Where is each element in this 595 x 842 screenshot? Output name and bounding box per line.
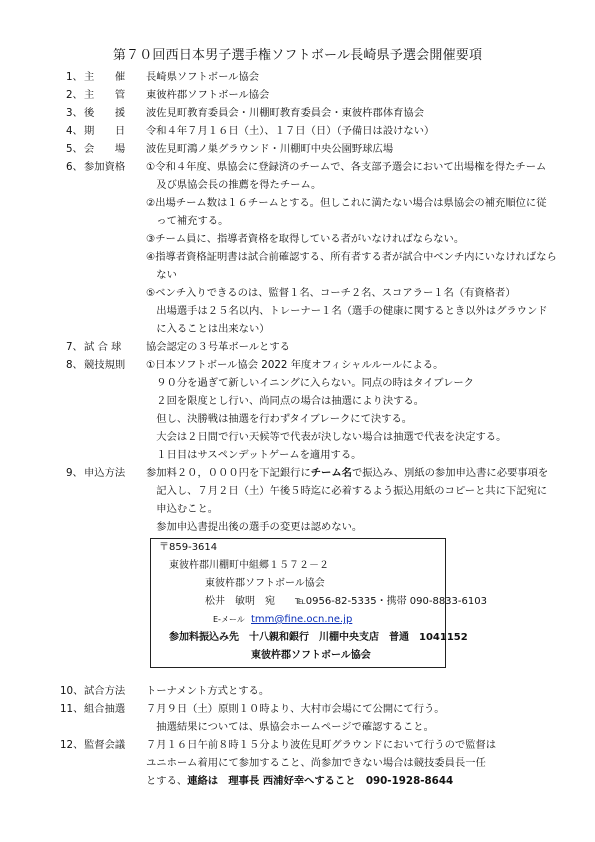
item-12-contact-bold: 連絡は 理事長 西浦好幸へすること 090-1928-8644 xyxy=(187,775,454,787)
item-8-line: ①日本ソフトボール協会 2022 年度オフィシャルルールによる。 xyxy=(146,359,444,371)
bank-account-holder: 東彼杵郡ソフトボール協会 xyxy=(251,650,371,661)
item-6-line: ④指導者資格証明書は試合前確認する、所有者する者が試合中ベンチ内にいなければなら xyxy=(146,251,557,263)
item-8-line: ９０分を過ぎて新しいイニングに入らない。同点の時はタイブレーク xyxy=(146,377,474,389)
postal-code: 〒859-3614 xyxy=(159,542,218,553)
email-link[interactable]: tmm@fine.ocn.ne.jp xyxy=(251,614,353,625)
item-9-line: 参加申込書提出後の選手の変更は認めない。 xyxy=(146,521,363,533)
item-4-number: 4、 xyxy=(66,125,83,137)
item-8-number: 8、 xyxy=(66,359,83,371)
item-12-line: ７月１６日午前８時１５分より波佐見町グラウンドにおいて行うので監督は xyxy=(146,739,497,751)
item-9-line-bold: チーム名 xyxy=(310,467,352,479)
item-3-number: 3、 xyxy=(66,107,83,119)
bank-transfer-line: 参加料振込み先 十八親和銀行 川棚中央支店 普通 1041152 xyxy=(169,632,468,643)
item-2-number: 2、 xyxy=(66,89,83,101)
item-3-label: 後 援 xyxy=(84,107,126,119)
item-12-line xyxy=(146,774,453,788)
address-box xyxy=(150,538,487,668)
item-9-number: 9、 xyxy=(66,467,83,479)
item-8-line: 但し、決勝戦は抽選を行わずタイブレークにて決する。 xyxy=(146,413,413,425)
item-12-number: 12、 xyxy=(60,739,84,751)
item-8-line: １日目はサスペンデットゲームを適用する。 xyxy=(146,449,362,461)
item-3-value: 波佐見町教育委員会・川棚町教育委員会・東彼杵郡体育協会 xyxy=(146,107,425,119)
item-5-label: 会 場 xyxy=(84,143,126,155)
item-6-line: って補充する。 xyxy=(146,215,229,227)
item-11-number: 11、 xyxy=(60,703,84,715)
item-12-line-pre: とする、 xyxy=(146,775,188,787)
item-8-line: 大会は２日間で行い天候等で代表が決しない場合は抽選で代表を決定する。 xyxy=(146,431,507,443)
item-6-line: 及び県協会長の推薦を得たチーム。 xyxy=(146,179,322,191)
item-9-label: 申込方法 xyxy=(84,467,126,479)
item-8-line: ２回を限度とし行い、尚同点の場合は抽選により決する。 xyxy=(146,395,425,407)
item-6-line: ②出場チーム数は１６チームとする。但しこれに満たない場合は県協会の補充順位に従 xyxy=(146,197,547,209)
item-9-line: 記入し、７月２日（土）午後５時迄に必着するよう振込用紙のコピーと共に下記宛に xyxy=(146,485,548,497)
organization-name: 東彼杵郡ソフトボール協会 xyxy=(205,578,325,589)
item-10-number: 10、 xyxy=(60,685,84,697)
item-6-label: 参加資格 xyxy=(84,161,126,173)
item-6-line: ①令和４年度、県協会に登録済のチームで、各支部予選会において出場権を得たチーム xyxy=(146,161,547,173)
item-4-label: 期 日 xyxy=(84,125,126,137)
item-12-label: 監督会議 xyxy=(84,739,126,751)
item-6-line: 出場選手は２５名以内、トレーナー１名（選手の健康に関するとき以外はグラウンド xyxy=(146,305,548,317)
item-6-number: 6、 xyxy=(66,161,83,173)
item-5-number: 5、 xyxy=(66,143,83,155)
item-8-label: 競技規則 xyxy=(84,359,126,371)
item-6-line: ③チーム員に、指導者資格を取得している者がいなければならない。 xyxy=(146,233,465,245)
item-2-label: 主 管 xyxy=(84,89,126,101)
item-2-value: 東彼杵郡ソフトボール協会 xyxy=(146,89,270,101)
item-6-line: に入ることは出来ない） xyxy=(146,323,270,335)
email-label: E-メール xyxy=(213,615,245,624)
item-1-number: 1、 xyxy=(66,71,83,83)
item-7-number: 7、 xyxy=(66,341,83,353)
item-11-line: ７月９日（土）原則１０時より、大村市会場にて公開にて行う。 xyxy=(146,703,445,715)
contact-line: 松井 敏明 宛 ℡0956-82-5335・携帯 090-8833-6103 xyxy=(205,596,487,607)
item-10-label: 試合方法 xyxy=(84,685,126,697)
item-9-line-post: で振込み、別紙の参加申込書に必要事項を xyxy=(351,467,549,479)
item-6-line: ⑤ベンチ入りできるのは、監督１名、コーチ２名、スコアラー１名（有資格者） xyxy=(146,287,516,299)
item-12-line: ユニホーム着用にて参加すること、尚参加できない場合は競技委員長一任 xyxy=(146,757,486,769)
item-11-label: 組合抽選 xyxy=(84,703,126,715)
item-10-value: トーナメント方式とする。 xyxy=(146,685,270,697)
item-9-line: 申込むこと。 xyxy=(146,503,219,515)
item-1-label: 主 催 xyxy=(84,71,126,83)
item-9-line-pre: 参加料２０，０００円を下記銀行に xyxy=(146,467,311,479)
document-title: 第７０回西日本男子選手権ソフトボール長崎県予選会開催要項 xyxy=(112,48,483,63)
item-7-value: 協会認定の３号革ボールとする xyxy=(146,341,290,353)
item-1-value: 長崎県ソフトボール協会 xyxy=(146,71,260,83)
item-7-label: 試 合 球 xyxy=(84,341,122,353)
item-4-value: 令和４年７月１６日（土）、１７日（日）（予備日は設けない） xyxy=(146,125,435,137)
item-6-line: ない xyxy=(146,269,177,281)
item-11-line: 抽選結果については、県協会ホームページで確認すること。 xyxy=(146,721,434,733)
address: 東彼杵郡川棚町中組郷１５７２－２ xyxy=(169,560,329,571)
item-9-line xyxy=(146,466,548,480)
item-5-value: 波佐見町鴻ノ巣グラウンド・川棚町中央公園野球広場 xyxy=(146,143,394,155)
